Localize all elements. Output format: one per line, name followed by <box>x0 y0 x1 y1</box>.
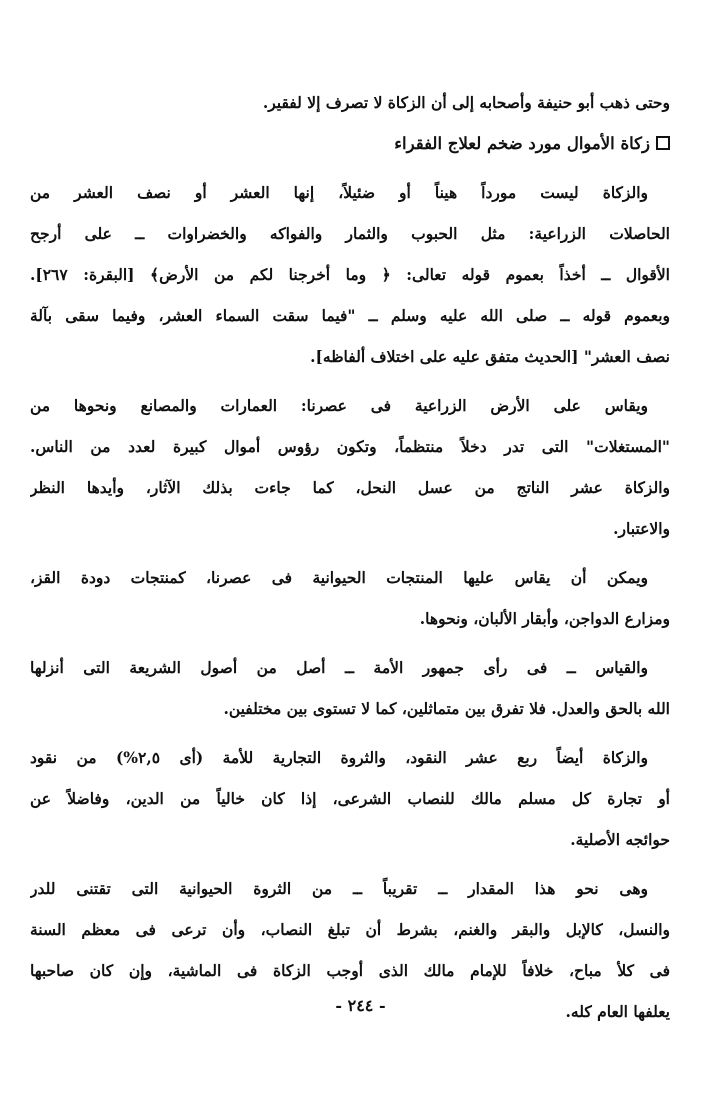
spacer <box>30 729 670 737</box>
paragraph-line: فى كلأ مباح، خلافاً للإمام مالك الذى أوجب الزكاة فى الماشية، وإن كان صاحبها <box>30 961 670 980</box>
paragraph-line: أو تجارة كل مسلم مالك للنصاب الشرعى، إذا كان خالياً من الدين، وفاضلاً عن <box>30 789 670 808</box>
spacer <box>30 164 670 172</box>
paragraph-line: وبعموم قوله ــ صلى الله عليه وسلم ــ "فيما سقت السماء العشر، وفيما سقى بآلة <box>30 306 670 325</box>
paragraph-line: الله بالحق والعدل. فلا تفرق بين متماثلين، كما لا تستوى بين مختلفين. <box>223 699 670 718</box>
spacer <box>30 860 670 868</box>
paragraph-line: والقياس ــ فى رأى جمهور الأمة ــ أصل من أصول الشريعة التى أنزلها <box>30 658 648 677</box>
section-heading <box>30 123 670 164</box>
paragraph-line: الحاصلات الزراعية: مثل الحبوب والثمار والفواكه والخضراوات ــ على أرجح <box>30 224 670 243</box>
paragraph-line: والزكاة ليست مورداً هيناً أو ضئيلاً، إنها العشر أو نصف العشر من <box>30 183 648 202</box>
paragraph-line: والزكاة أيضاً ربع عشر النقود، والثروة التجارية للأمة (أى ٢,٥%) من نقود <box>30 748 648 767</box>
paragraph-line: والاعتبار. <box>613 519 670 538</box>
intro-line: وحتى ذهب أبو حنيفة وأصحابه إلى أن الزكاة لا تصرف إلا لفقير. <box>262 93 670 112</box>
paragraph-line: حوائجه الأصلية. <box>570 830 670 849</box>
spacer <box>30 639 670 647</box>
text-block <box>30 82 670 1032</box>
paragraph-line: الأقوال ــ أخذاً بعموم قوله تعالى: ﴿ وما أخرجنا لكم من الأرض﴾ [البقرة: ٢٦٧]. <box>30 265 670 284</box>
paragraph-line: ويمكن أن يقاس عليها المنتجات الحيوانية فى عصرنا، كمنتجات دودة القز، <box>30 568 648 587</box>
paragraph-line: والنسل، كالإبل والبقر والغنم، بشرط أن تبلغ النصاب، وأن ترعى فى معظم السنة <box>30 920 670 939</box>
paragraph-line: نصف العشر" [الحديث متفق عليه على اختلاف ألفاظه]. <box>310 347 670 366</box>
paragraph-line: ومزارع الدواجن، وأبقار الألبان، ونحوها. <box>419 609 670 628</box>
section-heading-text: زكاة الأموال مورد ضخم لعلاج الفقراء <box>394 134 650 153</box>
spacer <box>30 549 670 557</box>
page-number: - ٢٤٤ - <box>335 996 386 1015</box>
square-bullet-icon <box>656 136 670 150</box>
paragraph-line: ويقاس على الأرض الزراعية فى عصرنا: العمارات والمصانع ونحوها من <box>30 396 648 415</box>
paragraph-line: "المستغلات" التى تدر دخلاً منتظماً، وتكون رؤوس أموال كبيرة لعدد من الناس. <box>30 437 670 456</box>
spacer <box>30 377 670 385</box>
paragraph-line: والزكاة عشر الناتج من عسل النحل، كما جاءت بذلك الآثار، وأيدها النظر <box>30 478 670 497</box>
paragraph-line: وهى نحو هذا المقدار ــ تقريباً ــ من الثروة الحيوانية التى تقتنى للدر <box>30 879 648 898</box>
paragraph-line: يعلفها العام كله. <box>565 1002 670 1021</box>
